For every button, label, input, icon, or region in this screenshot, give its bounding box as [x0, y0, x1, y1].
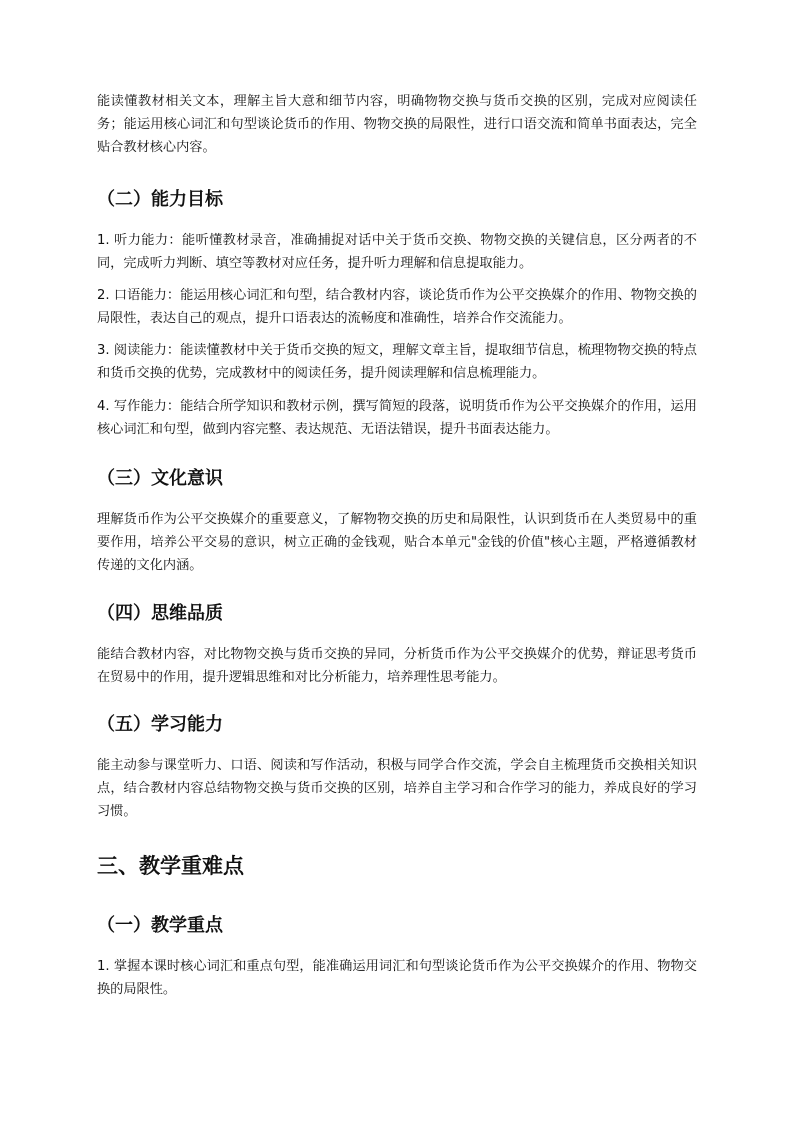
section-heading-culture: （三）文化意识 [97, 468, 223, 489]
thinking-paragraph: 能结合教材内容，对比物物交换与货币交换的异同，分析货币作为公平交换媒介的优势，辩证思考货币在贸易中的作用，提升逻辑思维和对比分析能力，培养理性思考能力。 [97, 647, 697, 685]
ability-item-writing: 4. 写作能力：能结合所学知识和教材示例，撰写简短的段落，说明货币作为公平交换媒介的作用，运用核心词汇和句型，做到内容完整、表达规范、无语法错误，提升书面表达能力。 [97, 399, 697, 437]
section-heading-thinking: （四）思维品质 [97, 603, 223, 624]
teaching-focus-item-1: 1. 掌握本课时核心词汇和重点句型，能准确运用词汇和句型谈论货币作为公平交换媒介的作用、物物交换的局限性。 [97, 959, 697, 997]
culture-paragraph: 理解货币作为公平交换媒介的重要意义，了解物物交换的历史和局限性，认识到货币在人类贸易中的重要作用，培养公平交易的意识，树立正确的金钱观，贴合本单元"金钱的价值"核心主题，严格遵循教材传递的文化内涵。 [97, 512, 697, 573]
part-heading-key-difficult-points: 三、教学重难点 [97, 854, 244, 878]
intro-paragraph: 能读懂教材相关文本，理解主旨大意和细节内容，明确物物交换与货币交换的区别，完成对应阅读任务；能运用核心词汇和句型谈论货币的作用、物物交换的局限性，进行口语交流和简单书面表达，完全贴合教材核心内容。 [97, 94, 697, 155]
section-heading-ability: （二）能力目标 [97, 189, 223, 210]
ability-item-reading: 3. 阅读能力：能读懂教材中关于货币交换的短文，理解文章主旨，提取细节信息，梳理物物交换的特点和货币交换的优势，完成教材中的阅读任务，提升阅读理解和信息梳理能力。 [97, 343, 697, 381]
ability-item-speaking: 2. 口语能力：能运用核心词汇和句型，结合教材内容，谈论货币作为公平交换媒介的作用、物物交换的局限性，表达自己的观点，提升口语表达的流畅度和准确性，培养合作交流能力。 [97, 288, 697, 326]
ability-item-listening: 1. 听力能力：能听懂教材录音，准确捕捉对话中关于货币交换、物物交换的关键信息，区分两者的不同，完成听力判断、填空等教材对应任务，提升听力理解和信息提取能力。 [97, 233, 697, 271]
section-heading-learning: （五）学习能力 [97, 714, 223, 735]
learning-paragraph: 能主动参与课堂听力、口语、阅读和写作活动，积极与同学合作交流，学会自主梳理货币交换相关知识点，结合教材内容总结物物交换与货币交换的区别，培养自主学习和合作学习的能力，养成良好的学习习惯。 [97, 758, 697, 819]
section-heading-teaching-focus: （一）教学重点 [97, 915, 223, 936]
